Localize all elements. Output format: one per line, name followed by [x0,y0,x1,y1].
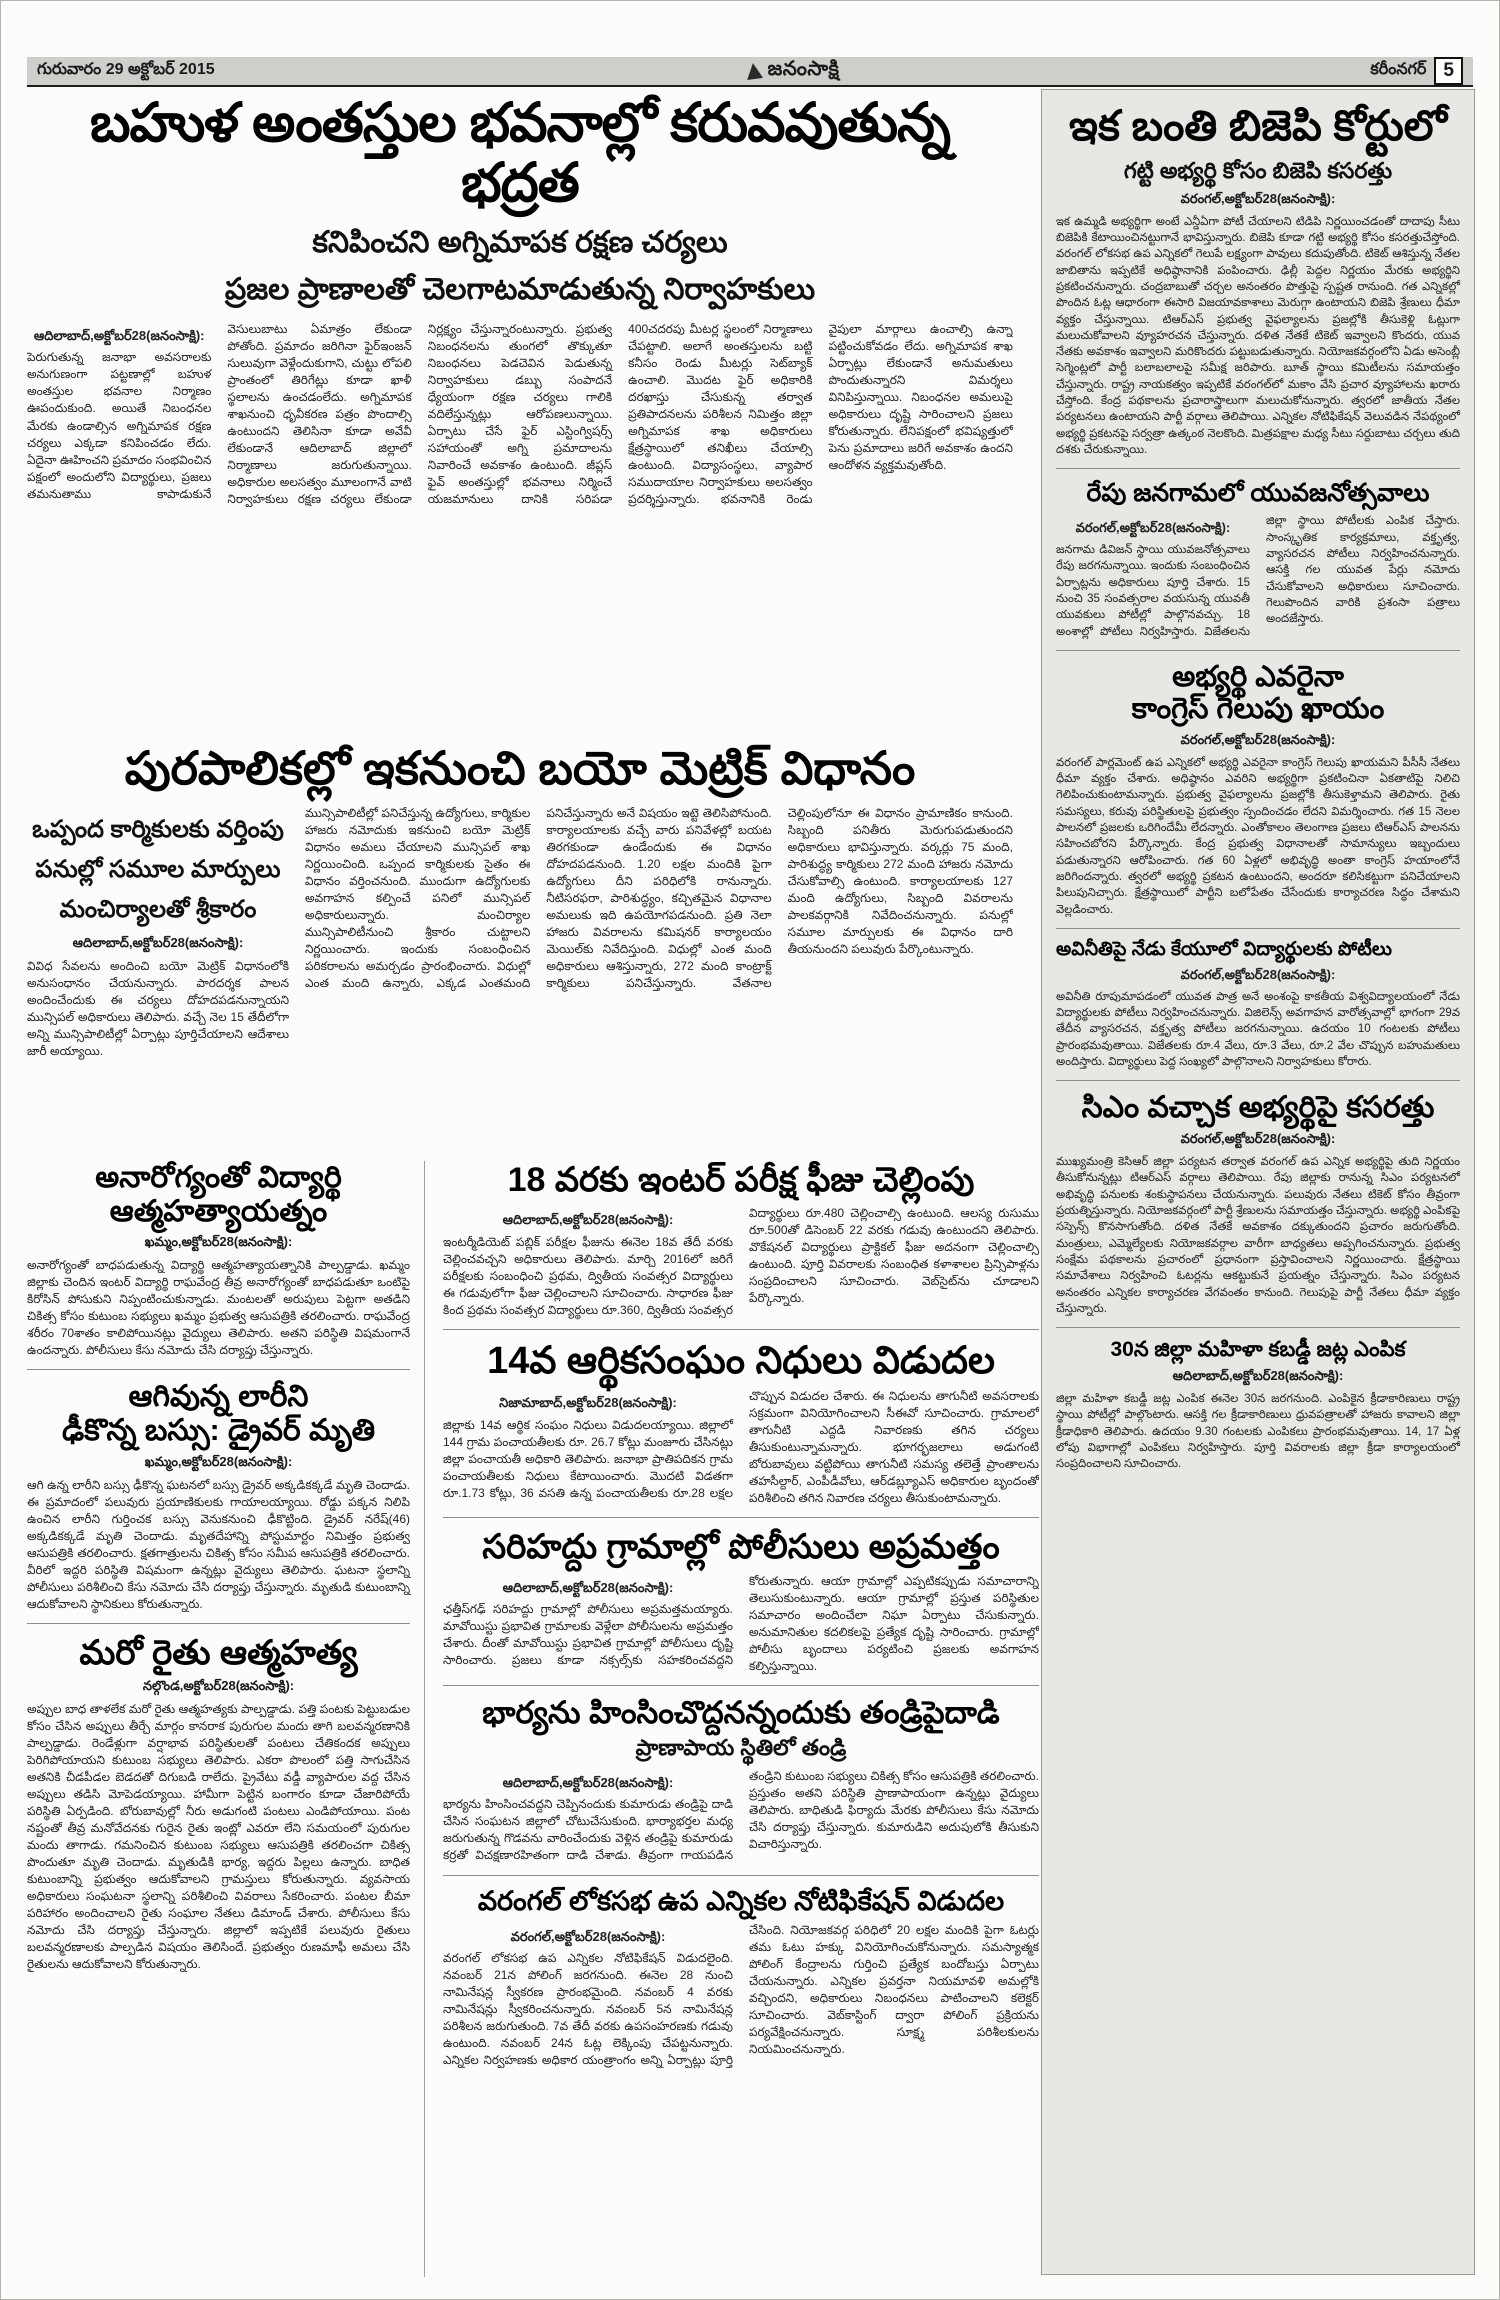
article-byline: వరంగల్,అక్టోబర్28(జనంసాక్షి): [1075,520,1231,536]
article-byline: ఆదిలాబాద్,అక్టోబర్28(జనంసాక్షి): [502,1212,674,1228]
article-farmer-suicide [27,1634,410,1974]
article-byline: వరంగల్,అక్టోబర్28(జనంసాక్షి): [1180,731,1336,747]
article-body-text: జనగామ డివిజన్ స్థాయి యువజనోత్సవాలు రేపు జరగనున్నాయి. ఇందుకు సంబంధించిన ఏర్పాట్లను అధికారులు పూర్తి చేశారు. 15 నుంచి 35 సంవత్సరాల వయసున్న యువతీ యువకులు పోటీల్లో పాల్గొనవచ్చు. 18 అంశాల్లో పోటీలు నిర్వహిస్తారు. విజేతలను జిల్లా స్థాయి పోటీలకు ఎంపిక చేస్తారు. సాంస్కృతిక కార్యక్రమాలు, వక్తృత్వ, వ్యాసరచన పోటీలు నిర్వహించనున్నారు. ఆసక్తి గల యువత పేర్లు నమోదు చేసుకోవాలని అధికారులు సూచించారు. గెలుపొందిన వారికి ప్రశంసా పత్రాలు అందజేస్తారు. [1056,515,1460,638]
article-headline: భార్యను హింసించొద్దనన్నందుకు తండ్రిపైదాడి [482,1694,1000,1730]
article-biometric [27,743,1013,1137]
article-byline: ఆదిలాబాద్,అక్టోబర్28(జనంసాక్షి): [33,327,205,343]
divider [27,1369,410,1370]
article-headline: ఇక బంతి బిజెపి కోర్టులో [1069,102,1447,149]
article-byline: నిజామాబాద్,అక్టోబర్28(జనంసాక్షి): [499,1395,677,1411]
article-bypoll-notification [443,1886,1039,2070]
article-body [305,805,1013,1137]
article-body-text: ముఖ్యమంత్రి కెసిఆర్ జిల్లా పర్యటన తర్వాత వరంగల్ ఉప ఎన్నిక అభ్యర్థిపై తుది నిర్ణయం తీసుకోనున్నట్లు టిఆర్ఎస్ వర్గాలు తెలిపాయి. రేపు జిల్లాకు రానున్న సిఎం పర్యటనలో అభివృద్ధి పనులకు శంకుస్థాపనలు చేయనున్నారు. పలువురు నేతలు టికెట్ కోసం తీవ్రంగా ప్రయత్నిస్తున్నారు. నియోజకవర్గంలో పార్టీ శ్రేణులను సమాయత్తం చేస్తున్నారు. అభ్యర్థి ఎంపికపై సస్పెన్స్ కొనసాగుతోంది. దళిత నేతకే అవకాశం దక్కుతుందని ప్రచారం జరుగుతోంది. మంత్రులు, ఎమ్మెల్యేలకు నియోజకవర్గాల వారీగా బాధ్యతలు అప్పగించనున్నారు. ప్రభుత్వ సంక్షేమ పథకాలను ప్రచారంలో ప్రధానంగా ప్రస్తావించాలని నిర్ణయించారు. క్షేత్రస్థాయి సమావేశాలు నిర్వహించి ఓటర్లను ఆకట్టుకునే ప్రయత్నం చేస్తున్నారు. సిఎం పర్యటన అనంతరం ఎన్నికల కార్యాచరణ వేగవంతం కానుంది. గెలుపుపై పార్టీ నేతలు ధీమా వ్యక్తం చేస్తున్నారు. [1056,1156,1460,1315]
paper-name: జనంసాక్షి [767,57,840,80]
article-body-text: పెరుగుతున్న జనాభా అవసరాలకు అనుగుణంగా పట్టణాల్లో బహుళ అంతస్తుల భవనాల నిర్మాణం ఊపందుకుంది. అయితే నిబంధనల మేరకు ఉండాల్సిన అగ్నిమాపక రక్షణ చర్యలు ఎక్కడా కనిపించడం లేదు. ఏదైనా ఊహించని ప్రమాదం సంభవించిన పక్షంలో అందులోని విద్యార్థులు, ప్రజలు తమనుతాము కాపాడుకునే వెసులుబాటు ఏమాత్రం లేకుండా పోతోంది. ప్రమాదం జరిగినా ఫైర్‌ఇంజన్ సులువుగా వెళ్లేందుకుగాని, చుట్టు లోపలి ప్రాంతంలో తిరిగేట్లు కూడా ఖాళీ స్థలాలను ఉంచడంలేదు. అగ్నిమాపక శాఖనుంచి ధృవీకరణ పత్రం పొందాల్సి ఉంటుందని తెలిసినా కూడా అవేవీ లేకుండానే ఆదిలాబాద్ జిల్లాలో నిర్మాణాలు జరుగుతున్నాయి. అధికారుల అలసత్వం మూలంగానే వాటి నిర్వాహకులు రక్షణ చర్యలు లేకుండా నిర్లక్ష్యం చేస్తున్నారంటున్నారు. ప్రభుత్వ నిబంధనలను తుంగలో తొక్కుతూ నిబంధనలు పెడచెవిన పెడుతున్న నిర్వాహకులు డబ్బు సంపాదనే ధ్యేయంగా రక్షణ చర్యలు గాలికి వదిలేస్తున్నట్లు ఆరోపణలున్నాయి. ఏర్పాటు చేసే ఫైర్ ఎస్టింగ్విషర్స్ సహాయంతో అగ్ని ప్రమాదాలను నివారించే అవకాశం ఉంటుంది. జీప్లస్ ఫైవ్ అంతస్తుల్లో భవనాలు నిర్మించే యజమానులు దానికి సరిపడా 400చదరపు మీటర్ల స్థలంలో నిర్మాణాలు చేపట్టాలి. అలాగే అంతస్తులను బట్టి కనీసం రెండు మీటర్లు సెట్‌బ్యాక్ ఉంచాలి. మొదట ఫైర్ అధికారికి దరఖాస్తు చేసుకున్న తర్వాత ప్రతిపాదనలను పరిశీలన నిమిత్తం జిల్లా అగ్నిమాపక శాఖ అధికారులు క్షేత్రస్థాయిలో తనిఖీలు చేయాల్సి ఉంటుంది. విద్యాసంస్థలు, వ్యాపార సముదాయాల నిర్వాహకులు అలసత్వం ప్రదర్శిస్తున్నారు. భవనానికి రెండు వైపులా మార్గాలు ఉంచాల్సి ఉన్నా పట్టించుకోవడం లేదు. అగ్నిమాపక శాఖ ఏర్పాట్లు లేకుండానే అనుమతులు పొందుతున్నారని విమర్శలు వినిపిస్తున్నాయి. నిబంధనల అమలుపై అధికారులు దృష్టి సారించాలని ప్రజలు కోరుతున్నారు. లేనిపక్షంలో భవిష్యత్తులో పెను ప్రమాదాలు జరిగే అవకాశం ఉందని ఆందోళన వ్యక్తమవుతోంది. [27,321,1013,507]
article-headline: కాంగ్రెస్ గెలుపు ఖాయం [1131,693,1385,726]
article-bus-lorry-accident [27,1380,410,1612]
article-body-text: ఇంటర్మీడియెట్ పబ్లిక్ పరీక్షల ఫీజును ఈనెల 18వ తేదీ వరకు చెల్లించవచ్చని అధికారులు తెలిపారు. మార్చి 2016లో జరిగే పరీక్షలకు సంబంధించి ప్రథమ, ద్వితీయ సంవత్సర విద్యార్థులు ఈ గడువులోగా ఫీజు చెల్లించాలని సూచించారు. సాధారణ ఫీజు కింద ప్రథమ సంవత్సర విద్యార్థులు రూ.360, ద్వితీయ సంవత్సర విద్యార్థులు రూ.480 చెల్లించాల్సి ఉంటుంది. ఆలస్య రుసుము రూ.500తో డిసెంబర్ 22 వరకు గడువు ఉంటుందని తెలిపారు. వొకేషనల్ విద్యార్థులు ప్రాక్టికల్ ఫీజు అదనంగా చెల్లించాల్సి ఉంటుంది. పూర్తి వివరాలకు సంబంధిత కళాశాలల ప్రిన్సిపాళ్లను సంప్రదించాలని సూచించారు. వెబ్‌సైట్‌ను చూడాలని పేర్కొన్నారు. [443,1206,1039,1317]
article-body-text: భార్యను హింసించవద్దని చెప్పినందుకు కుమారుడు తండ్రిపై దాడి చేసిన సంఘటన జిల్లాలో చోటుచేసుకుంది. భార్యాభర్తల మధ్య జరుగుతున్న గొడవను వారించేందుకు వెళ్లిన తండ్రిపై కుమారుడు కర్రతో విచక్షణారహితంగా దాడి చేశాడు. తీవ్రంగా గాయపడిన తండ్రిని కుటుంబ సభ్యులు చికిత్స కోసం ఆసుపత్రికి తరలించారు. ప్రస్తుతం అతని పరిస్థితి ప్రాణాపాయంగా ఉన్నట్లు వైద్యులు తెలిపారు. బాధితుడి ఫిర్యాదు మేరకు పోలీసులు కేసు నమోదు చేసి దర్యాప్తు చేస్తున్నారు. కుమారుడిని అదుపులోకి తీసుకుని విచారిస్తున్నారు. [443,1768,1039,1863]
masthead [27,57,1473,87]
article-bjp-court [1056,102,1460,458]
article-body-text: అనారోగ్యంతో బాధపడుతున్న విద్యార్థి ఆత్మహత్యాయత్నానికి పాల్పడ్డాడు. ఖమ్మం జిల్లాకు చెందిన ఇంటర్ విద్యార్థి రాఘవేంద్ర తీవ్ర అనారోగ్యంతో బాధపడుతూ ఒంటిపై కిరోసిన్ పోసుకుని నిప్పంటించుకున్నాడు. మంటలతో అరుపులు పెట్టగా అతడిని చికిత్స కోసం కుటుంబ సభ్యులు ఖమ్మం ప్రభుత్వ ఆసుపత్రికి తరలించారు. రాఘవేంద్ర శరీరం 70శాతం కాలిపోయినట్లు వైద్యులు తెలిపారు. అతని పరిస్థితి విషమంగానే ఉందన్నారు. పోలీసులు కేసు నమోదు చేసి దర్యాప్తు చేస్తున్నారు. [27,1258,410,1358]
article-byline: వరంగల్,అక్టోబర్28(జనంసాక్షి): [510,1928,666,1944]
article-byline: వరంగల్,అక్టోబర్28(జనంసాక్షి): [1180,190,1336,206]
article-body-text: జిల్లాకు 14వ ఆర్థిక సంఘం నిధులు విడుదలయ్యాయి. జిల్లాలో 144 గ్రామ పంచాయతీలకు రూ. 26.7 కోట్లు మంజూరు చేసినట్లు జిల్లా పంచాయతీ అధికారి తెలిపారు. జనాభా ప్రాతిపదికన గ్రామ పంచాయతీలకు నిధులు కేటాయించారు. మొదటి విడతగా రూ.1.73 కోట్లు, 36 వసతి ఉన్న పంచాయతీలకు రూ.28 లక్షల చొప్పున విడుదల చేశారు. ఈ నిధులను తాగునీటి అవసరాలకు సక్రమంగా వినియోగించాలని సీఈవో సూచించారు. గ్రామాలలో తాగునీటి ఎద్దడి నివారణకు తగిన చర్యలు తీసుకుంటున్నామన్నారు. భూగర్భజలాలు అడుగంటి బోరుబావులు వట్టిపోయి తాగునీటి సమస్య తలెత్తే ప్రాంతాలను తహసీల్దార్, ఎంపీడీవోలు, ఆర్‌డబ్ల్యూఎస్ అధికారుల బృందంతో పరిశీలించి తగిన నివారణ చర్యలు తీసుకుంటామన్నారు. [443,1389,1039,1506]
article-byline: ఆదిలాబాద్,అక్టోబర్28(జనంసాక్షి): [72,934,244,950]
article-attack-on-father [443,1696,1039,1865]
article-body-text: అవినీతి రూపుమాపడంలో యువత పాత్ర అనే అంశంపై కాకతీయ విశ్వవిద్యాలయంలో నేడు విద్యార్థులకు పోటీలు నిర్వహించనున్నారు. విజిలెన్స్ అవగాహన వారోత్సవాల్లో భాగంగా 29వ తేదీన వ్యాసరచన, వక్తృత్వ పోటీలు జరగనున్నాయి. ఉదయం 10 గంటలకు పోటీలు ప్రారంభమవుతాయి. విజేతలకు రూ.4 వేలు, రూ.3 వేలు, రూ.2 వేల చొప్పున బహుమతులు అందిస్తారు. విద్యార్థులు పెద్ద సంఖ్యలో పాల్గొనాలని నిర్వాహకులు కోరారు. [1056,990,1460,1069]
article-headline: అభ్యర్థి ఎవరైనా [1172,660,1344,693]
masthead-logo [746,58,840,85]
article-congress-confidence [1056,661,1460,918]
article-subhead: మంచిర్యాలతో శ్రీకారం [59,895,257,923]
article-headline: 14వ ఆర్థికసంఘం నిధులు విడుదల [487,1339,995,1382]
article-headline: మరో రైతు ఆత్మహత్య [79,1633,358,1672]
article-body [27,321,1013,713]
right-column [1041,89,1475,2275]
article-body-text: అప్పుల బాధ తాళలేక మరో రైతు ఆత్మహత్యకు పాల్పడ్డాడు. పత్తి పంటకు పెట్టుబడుల కోసం చేసిన అప్పులు తీర్చే మార్గం కానరాక పురుగుల మందు తాగి బలవన్మరణానికి పాల్పడ్డాడు. రెండేళ్లుగా వర్షాభావ పరిస్థితులతో పంటలు చేతికందక అప్పులు పెరిగిపోయాయని కుటుంబ సభ్యులు తెలిపారు. ఎకరా పొలంలో పత్తి సాగుచేసిన అతనికి చీడపీడల బెడదతో దిగుబడి రాలేదు. ప్రైవేటు వడ్డీ వ్యాపారుల వద్ద చేసిన అప్పులు తడిసి మోపెడయ్యాయి. హామీగా పెట్టిన బంగారం కూడా చేజారిపోయే పరిస్థితి ఏర్పడింది. బోరుబావుల్లో నీరు అడుగంటి పంటలు ఎండిపోయాయి. పంట నష్టంతో తీవ్ర మనోవేదనకు గురైన రైతు ఇంట్లో ఎవరూ లేని సమయంలో పురుగుల మందు తాగాడు. గమనించిన కుటుంబ సభ్యులు ఆసుపత్రికి తరలించగా చికిత్స పొందుతూ మృతి చెందాడు. మృతుడికి భార్య, ఇద్దరు పిల్లలు ఉన్నారు. బాధిత కుటుంబాన్ని ప్రభుత్వం ఆదుకోవాలని గ్రామస్తులు కోరుతున్నారు. వ్యవసాయ అధికారులు సంఘటనా స్థలాన్ని పరిశీలించి వివరాలు సేకరించారు. పంటల బీమా పరిహారం అందించాలని రైతు సంఘాల నేతలు డిమాండ్ చేశారు. పోలీసులు కేసు నమోదు చేసి దర్యాప్తు చేస్తున్నారు. జిల్లాలో ఇప్పటికే పలువురు రైతులు బలవన్మరణాలకు పాల్పడిన విషయం తెలిసిందే. ప్రభుత్వం రుణమాఫీ అమలు చేసి రైతులను ఆదుకోవాలని కోరుతున్నారు. [27,1701,410,1972]
article-subhead-block [27,805,289,1137]
article-headline: 18 వరకు ఇంటర్ పరీక్ష ఫీజు చెల్లింపు [507,1161,975,1199]
divider [443,1517,1039,1518]
edition-name: కరీంనగర్ [1370,61,1427,78]
article-body-text: మున్సిపాలిటీల్లో పనిచేస్తున్న ఉద్యోగులు, కార్మికుల హాజరు నమోదుకు ఇకనుంచి బయో మెట్రిక్ విధానం అమలు చేయాలని మున్సిపల్ శాఖ నిర్ణయించింది. ఒప్పంద కార్మికులకు సైతం ఈ విధానం వర్తించనుంది. ముందుగా ఉద్యోగులకు అవగాహన కల్పించే పనిలో మున్సిపల్ అధికారులున్నారు. మంచిర్యాల మున్సిపాలిటీనుంచి శ్రీకారం చుట్టాలని నిర్ణయించారు. ఇందుకు సంబంధించిన పరికరాలను అమర్చడం ప్రారంభించారు. విధుల్లో ఎంత మంది ఉన్నారు, ఎక్కడ ఎంతమంది పనిచేస్తున్నారు అనే విషయం ఇట్టె తెలిసిపోనుంది. కార్యాలయాలకు వచ్చే వారు పనివేళల్లో బయట తిరగకుండా ఉండేందుకు ఈ విధానం దోహదపడనుంది. 1.20 లక్షల మందికి పైగా ఉద్యోగులు దీని పరిధిలోకి రానున్నారు. నీటిసరఫరా, పారిశుద్ధ్యం, కచ్చితమైన విధానాల అమలుకు ఇది ఉపయోగపడనుంది. ప్రతి నెలా హాజరు వివరాలను కమిషనర్ కార్యాలయం మెయిల్‌కు నివేదిస్తుంది. విధుల్లో ఎంత మంది అధికారులు ఆశిస్తున్నారు, 272 మంది కాంట్రాక్ట్ కార్మికులు పనిచేస్తున్నారు. వేతనాల చెల్లింపులోనూ ఈ విధానం ప్రామాణికం కానుంది. సిబ్బంది పనితీరు మెరుగుపడుతుందని అధికారులు భావిస్తున్నారు. వర్కర్లు 75 మంది, పారిశుద్ధ్య కార్మికులు 272 మంది హాజరు నమోదు చేసుకోవాల్సి ఉంటుంది. కార్యాలయాలకు 127 మంది ఉద్యోగులు, సిబ్బంది వివరాలను పాలకవర్గానికి నివేదించనున్నారు. పనుల్లో సమూల మార్పులకు ఈ విధానం దారి తీయనుందని పలువురు పేర్కొంటున్నారు. [305,805,1013,990]
article-body-text: వివిధ సేవలను అందించి బయో మెట్రిక్ విధానంలోకి అనుసంధానం చేయనున్నారు. పారదర్శక పాలన అందించేందుకు ఈ చర్యలు దోహదపడనున్నాయని మున్సిపల్ అధికారులు తెలిపారు. వచ్చే నెల 15 తేదీలోగా అన్ని మున్సిపాలిటీల్లో ఏర్పాట్లు పూర్తిచేయాలని ఆదేశాలు జారీ అయ్యాయి. [27,958,289,1058]
divider [1056,1080,1460,1081]
article-body-text: వరంగల్ పార్లమెంట్ ఉప ఎన్నికలో అభ్యర్థి ఎవరైనా కాంగ్రెస్ గెలుపు ఖాయమని పీసీసీ నేతలు ధీమా వ్యక్తం చేశారు. అధిష్ఠానం ఎవరిని అభ్యర్థిగా ప్రకటించినా ఏకతాటిపై నిలిచి గెలిపించుకుంటామన్నారు. ప్రభుత్వ వైఫల్యాలను ప్రజల్లోకి తీసుకెళ్తామని తెలిపారు. రైతు సమస్యలు, కరువు పరిస్థితులపై ప్రభుత్వం స్పందించడం లేదని విమర్శించారు. గత 15 నెలల పాలనలో ప్రజలకు ఒరిగిందేమీ లేదన్నారు. ఎంతోకాలం తెలంగాణ ప్రజలు టిఆర్ఎస్ పాలనను సహించబోరని పేర్కొన్నారు. కేంద్ర ప్రభుత్వ విధానాలతో సామాన్యులు ఇబ్బందులు పడుతున్నారని ఆరోపించారు. గత 60 ఏళ్లలో అభివృద్ధి అంతా కాంగ్రెస్ హయాంలోనే జరిగిందన్నారు. త్వరలో అభ్యర్థి ప్రకటన ఉంటుందని, అందరూ కలిసికట్టుగా పనిచేయాలని పిలుపునిచ్చారు. క్షేత్రస్థాయిలో పార్టీని బలోపేతం చేసేందుకు కార్యాచరణ సిద్ధం చేశామని వెల్లడించారు. [1056,756,1460,916]
article-body [1056,966,1460,1070]
divider [1056,468,1460,469]
article-body [443,1768,1039,1865]
article-byline: ఖమ్మం,అక్టోబర్28(జనంసాక్షి): [144,1453,293,1469]
article-headline: సరిహద్దు గ్రామాల్లో పోలీసులు అప్రమత్తం [482,1528,1000,1567]
article-headline: రేపు జనగామలో యువజనోత్సవాలు [1086,479,1430,508]
left-column [27,1161,425,2277]
article-subhead: పనుల్లో సమూల మార్పులు [35,855,281,883]
article-headline: వరంగల్ లోకసభ ఉప ఎన్నికల నోటిఫికేషన్ విడుదల [477,1885,1005,1916]
article-student-suicide-attempt [27,1161,410,1359]
article-headline: ఆగివున్న లారీని [128,1380,309,1414]
article-subhead: ప్రాణాపాయ స్థితిలో తండ్రి [635,1735,847,1761]
article-finance-commission-funds [443,1340,1039,1508]
article-body-text: ఆగి ఉన్న లారీని బస్సు ఢీకొన్న ఘటనలో బస్సు డ్రైవర్ అక్కడికక్కడే మృతి చెందాడు. ఈ ప్రమాదంలో పలువురు ప్రయాణికులకు గాయాలయ్యాయి. రోడ్డు పక్కన నిలిపి ఉంచిన లారీని గుర్తించక బస్సు వెనుకనుంచి ఢీకొట్టింది. డ్రైవర్ నరేష్(46) అక్కడికక్కడే మృతి చెందాడు. మృతదేహాన్ని పోస్టుమార్టం నిమిత్తం ప్రభుత్వ ఆసుపత్రికి తరలించారు. క్షతగాత్రులను చికిత్స కోసం సమీప ఆసుపత్రికి తరలించారు. వీరిలో ఇద్దరి పరిస్థితి విషమంగా ఉన్నట్లు వైద్యులు తెలిపారు. ఘటనా స్థలాన్ని పోలీసులు పరిశీలించి కేసు నమోదు చేసి దర్యాప్తు చేస్తున్నారు. మృతుడి కుటుంబాన్ని ఆదుకోవాలని స్థానికులు కోరుతున్నారు. [27,1477,410,1611]
article-subhead: ప్రజల ప్రాణాలతో చెలగాటమాడుతున్న నిర్వాహకులు [224,273,816,307]
divider [1056,650,1460,651]
divider [443,1875,1039,1876]
edition-block [1370,57,1463,85]
article-byline: వరంగల్,అక్టోబర్28(జనంసాక్షి): [1180,1131,1336,1147]
middle-column [443,1161,1039,2277]
masthead-date: గురువారం 29 అక్టోబర్ 2015 [37,61,215,78]
article-body [443,1922,1039,2070]
article-headline: 30న జిల్లా మహిళా కబడ్డీ జట్ల ఎంపిక [1110,1338,1406,1362]
article-body [443,1205,1039,1319]
divider [443,1685,1039,1686]
article-body-text: ఛత్తీస్‌గఢ్ సరిహద్దు గ్రామాల్లో పోలీసులు అప్రమత్తమయ్యారు. మావోయిస్టు ప్రభావిత గ్రామాలకు వెళ్లేలా పోలీసులను అప్రమత్తం చేశారు. దీంతో మావోయిస్టు ప్రభావిత గ్రామాల్లో పోలీసులు దృష్టి సారించారు. ప్రజలు కూడా నక్సల్స్‌కు సహకరించవద్దని కోరుతున్నారు. ఆయా గ్రామాల్లో ఎప్పటికప్పుడు సమాచారాన్ని తెలుసుకుంటున్నారు. ఆయా గ్రామాల్లో ప్రస్తుత పరిస్థితుల సమాచారం అందించేలా నిఘా ఏర్పాటు చేసుకున్నారు. అనుమానితుల కదలికలపై ప్రత్యేక దృష్టి సారించారు. గ్రామాల్లో పోలీసు బృందాలు పర్యటించి ప్రజలకు అవగాహన కల్పిస్తున్నాయి. [443,1573,1039,1673]
divider [443,1329,1039,1330]
article-byline: ఆదిలాబాద్,అక్టోబర్28(జనంసాక్షి): [502,1579,674,1595]
divider [1056,1327,1460,1328]
article-body [443,1388,1039,1507]
article-headline: సిఎం వచ్చాక అభ్యర్థిపై కసరత్తు [1081,1091,1435,1125]
article-youth-festival [1056,479,1460,639]
page-number: 5 [1434,57,1463,85]
article-border-police-alert [443,1528,1039,1674]
article-cm-candidate [1056,1091,1460,1317]
article-byline: వరంగల్,అక్టోబర్28(జనంసాక్షి): [1180,967,1336,983]
article-body-text: ఇక ఉమ్మడి అభ్యర్థిగా అంటే ఎన్డీఏగా పోటీ చేయాలని టిడిపి నిర్ణయించడంతో దాదాపు సీటు బిజెపికి కేటాయించినట్టుగానే భావిస్తున్నారు. బిజెపి కూడా గట్టి అభ్యర్థి కోసం కసరత్తుచేస్తోంది. వరంగల్ లోకసభ ఉప ఎన్నికలో గెలుపే లక్ష్యంగా పావులు కదుపుతోంది. టికెట్ ఆశిస్తున్న నేతల జాబితాను ఇప్పటికే అధిష్ఠానానికి పంపించారు. ఢిల్లీ పెద్దల నిర్ణయం మేరకు అభ్యర్థిని ప్రకటించనున్నారు. చంద్రబాబుతో చర్చల అనంతరం పొత్తుపై స్పష్టత రానుంది. గత ఎన్నికల్లో పొందిన ఓట్ల ఆధారంగా ఈసారి విజయావకాశాలు మెరుగ్గా ఉంటాయని బిజెపి శ్రేణులు ధీమా వ్యక్తం చేస్తున్నాయి. టిఆర్ఎస్ ప్రభుత్వ వైఫల్యాలను ప్రజల్లోకి తీసుకెళ్లి ఓట్లుగా మలుచుకోవాలని వ్యూహరచన చేస్తున్నారు. దళిత నేతకే టికెట్ ఇవ్వాలని కొందరు, యువ నేతకు అవకాశం ఇవ్వాలని మరికొందరు పట్టుబడుతున్నారు. నియోజకవర్గంలోని ఏడు అసెంబ్లీ సెగ్మెంట్లలో పార్టీ బలాబలాలపై సమీక్ష జరిపారు. బూత్ స్థాయి కమిటీలను సమాయత్తం చేస్తున్నారు. రాష్ట్ర నాయకత్వం ఇప్పటికే వరంగల్‌లో మకాం వేసి ప్రచార వ్యూహాలను ఖరారు చేస్తోంది. కేంద్ర పథకాలను ప్రచారాస్త్రాలుగా మలుచుకోనున్నారు. త్వరలో జాతీయ నేతల పర్యటనలు ఉంటాయని పార్టీ వర్గాలు తెలిపాయి. ఎన్నికల నోటిఫికేషన్ వెలువడిన నేపథ్యంలో అభ్యర్థి ప్రకటనపై సర్వత్రా ఉత్కంఠ నెలకొంది. మిత్రపక్షాల మధ్య సీటు సర్దుబాటు చర్చలు తుది దశకు చేరుకున్నాయి. [1056,215,1460,457]
article-byline: నల్గొండ,అక్టోబర్28(జనంసాక్షి): [142,1677,295,1693]
article-byline: ఆదిలాబాద్,అక్టోబర్28(జనంసాక్షి): [502,1774,674,1790]
divider [27,1623,410,1624]
article-inter-exam-fee [443,1161,1039,1319]
article-anticorruption-contest [1056,939,1460,1070]
article-subhead: గట్టి అభ్యర్థి కోసం బిజెపి కసరత్తు [1123,158,1393,184]
article-headline: పురపాలికల్లో ఇకనుంచి బయో మెట్రిక్ విధానం [124,742,916,794]
article-byline: ఆదిలాబాద్,అక్టోబర్28(జనంసాక్షి): [1172,1367,1344,1383]
article-headline: అనారోగ్యంతో విద్యార్థి [95,1161,342,1194]
divider [1056,928,1460,929]
article-fire-safety [27,93,1013,713]
article-body-text: జిల్లా మహిళా కబడ్డీ జట్ల ఎంపిక ఈనెల 30న జరగనుంది. ఎంపికైన క్రీడాకారిణులు రాష్ట్ర స్థాయి పోటీల్లో పాల్గొంటారు. ఆసక్తి గల క్రీడాకారిణులు ధ్రువపత్రాలతో హాజరు కావాలని జిల్లా క్రీడాధికారి తెలిపారు. ఉదయం 9.30 గంటలకు ఎంపికలు ప్రారంభమవుతాయి. 14, 17 ఏళ్ల లోపు విభాగాల్లో ఎంపికలు నిర్వహిస్తారు. పూర్తి వివరాలకు జిల్లా క్రీడా కార్యాలయంలో సంప్రదించాలని సూచించారు. [1056,1392,1460,1471]
article-subhead: ఒప్పంద కార్మికులకు వర్తింపు [32,815,284,843]
article-headline: బహుళ అంతస్తుల భవనాల్లో కరువవుతున్న భద్రత [89,93,950,214]
article-subhead: కనిపించని అగ్నిమాపక రక్షణ చర్యలు [312,225,728,259]
article-headline: అవినీతిపై నేడు కేయూలో విద్యార్థులకు పోటీలు [1056,939,1392,961]
article-body [1056,513,1460,639]
article-headline: ఆత్మహత్యాయత్నం [109,1194,328,1228]
article-byline: ఖమ్మం,అక్టోబర్28(జనంసాక్షి): [144,1234,293,1250]
article-body-text: వరంగల్ లోకసభ ఉప ఎన్నికల నోటిఫికేషన్ విడుదలైంది. నవంబర్ 21న పోలింగ్ జరగనుంది. ఈనెల 28 నుంచి నామినేషన్ల స్వీకరణ ప్రారంభమైంది. నవంబర్ 4 వరకు నామినేషన్లు స్వీకరించనున్నారు. నవంబర్ 5న నామినేషన్ల పరిశీలన జరుగుతుంది. 7వ తేదీ వరకు ఉపసంహరణకు గడువు ఉంటుంది. నవంబర్ 24న ఓట్ల లెక్కింపు చేపట్టనున్నారు. ఎన్నికల నిర్వహణకు అధికార యంత్రాంగం అన్ని ఏర్పాట్లు పూర్తి చేసింది. నియోజకవర్గ పరిధిలో 20 లక్షల మందికి పైగా ఓటర్లు తమ ఓటు హక్కు వినియోగించుకోనున్నారు. సమస్యాత్మక పోలింగ్ కేంద్రాలను గుర్తించి ప్రత్యేక బందోబస్తు ఏర్పాటు చేయనున్నారు. ఎన్నికల ప్రవర్తనా నియమావళి అమల్లోకి వచ్చిందని, అధికారులు నిబంధనలు పాటించాలని కలెక్టర్ సూచించారు. వెబ్‌కాస్టింగ్ ద్వారా పోలింగ్ ప్రక్రియను పర్యవేక్షించనున్నారు. సూక్ష్మ పరిశీలకులను నియమించనున్నారు. [443,1922,1039,2068]
article-body [443,1573,1039,1675]
masthead-logo-icon [745,62,763,80]
article-headline: ఢీకొన్న బస్సు: డ్రైవర్ మృతి [61,1413,376,1447]
article-kabaddi-selection [1056,1338,1460,1472]
